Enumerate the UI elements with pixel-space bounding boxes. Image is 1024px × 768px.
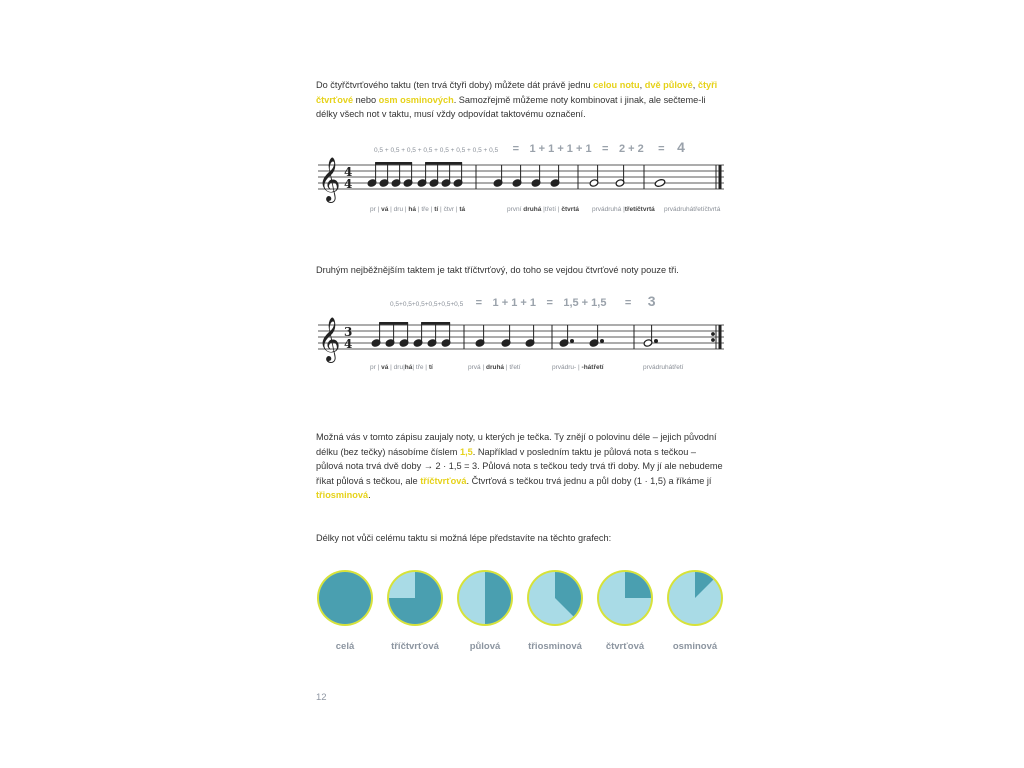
intro-text: Do čtyřčtvrťového taktu (ten trvá čtyři doby) můžete dát právě jednu xyxy=(316,80,594,90)
formula-eighths: 0,5 + 0,5 + 0,5 + 0,5 + 0,5 + 0,5 + 0,5 + 0,5 xyxy=(374,147,499,154)
staff-4-4 xyxy=(314,155,728,207)
syllable: pr xyxy=(370,206,376,213)
separator: | xyxy=(412,364,415,371)
highlight-three-quarter: tříčtvrťová xyxy=(420,475,467,486)
separator: | xyxy=(390,206,392,213)
pie-slice xyxy=(485,572,511,624)
syllable: prvá xyxy=(468,364,481,371)
equals-sign: = xyxy=(475,297,483,309)
intro-paragraph xyxy=(316,78,724,122)
highlight-half-notes: dvě půlové xyxy=(644,80,693,90)
syllable: -hátřetí xyxy=(581,364,604,371)
syllable: dru xyxy=(393,206,404,213)
syllable: prvádruhá xyxy=(592,206,622,213)
formula-3-4 xyxy=(390,293,656,311)
para-text: Možná vás v tomto zápisu zaujaly noty, u kterých je tečka. Ty znějí o polovinu déle – jejich původní délku (bez tečky) násobíme číslem xyxy=(316,432,717,457)
syllable: čtvrtá xyxy=(561,206,580,213)
staff-3-4 xyxy=(314,315,728,367)
syllable: pr xyxy=(370,364,376,371)
formula-eighths: 0,5+0,5+0,5+0,5+0,5+0,5 xyxy=(390,301,464,308)
separator: | xyxy=(403,364,405,371)
pie-label: celá xyxy=(335,641,355,652)
separator: | xyxy=(578,364,580,371)
formula-result: 4 xyxy=(677,139,685,155)
formula-quarters: 1 + 1 + 1 + 1 xyxy=(529,143,592,155)
pie-label: čtvrťová xyxy=(605,641,645,652)
repeat-dot xyxy=(712,333,715,336)
syllables-eighths-4-4 xyxy=(370,206,465,213)
syllable: vá xyxy=(381,206,389,213)
separator: | xyxy=(390,364,392,371)
paragraph-graphs-intro: Délky not vůči celému taktu si možná lépe představíte na těchto grafech: xyxy=(316,533,612,543)
time-signature-top: 4 xyxy=(344,165,353,179)
syllable: tí xyxy=(428,364,433,371)
equals-sign: = xyxy=(512,143,520,155)
whole-note xyxy=(654,178,665,187)
syllables-quarters-4-4: první druhá |třetí | čtvrtá xyxy=(507,206,580,213)
equals-sign: = xyxy=(624,297,632,309)
para-text: . Například v posledním taktu je půlová nota s tečkou – půlová nota trvá dvě doby → 2 · 1,5 = 3. Půlová nota s tečkou tedy trvá tři doby. My jí ale nebudeme říkat půlová s tečkou, ale xyxy=(316,446,723,486)
highlight-eighth-notes: osm osminových xyxy=(378,94,454,105)
intro-text: , xyxy=(692,80,698,90)
separator: | xyxy=(440,206,442,213)
syllable: druhá xyxy=(485,364,505,371)
equals-sign: = xyxy=(546,297,553,309)
pie-label: půlová xyxy=(469,641,501,652)
highlight-quarter-notes: čtyři čtvrťové xyxy=(316,80,718,105)
pie-label: třiosminová xyxy=(528,641,582,652)
repeat-dot xyxy=(712,339,715,342)
note-beam xyxy=(425,162,462,165)
intro-text: , xyxy=(639,80,645,90)
formula-quarters: 1 + 1 + 1 xyxy=(492,297,536,309)
separator: | xyxy=(377,364,380,371)
syllable: třetí xyxy=(509,364,521,371)
syllables-halves-4-4: prvádruhá |třetíčtvrtá xyxy=(592,206,655,213)
separator: | xyxy=(430,206,433,213)
equals-sign: = xyxy=(602,143,609,155)
note-beam xyxy=(379,322,408,325)
syllable: tá xyxy=(459,206,466,213)
note-beam xyxy=(375,162,412,165)
syllables-whole-4-4 xyxy=(664,206,720,213)
separator: | xyxy=(404,206,407,213)
syllable: vá xyxy=(381,364,389,371)
syllables-eighths-3-4 xyxy=(370,364,433,371)
formula-result: 3 xyxy=(647,293,656,309)
syllable: čtvr xyxy=(443,206,455,213)
syllable: tře xyxy=(421,206,429,213)
paragraph-dotted-notes xyxy=(316,430,724,503)
time-signature-bottom: 4 xyxy=(344,337,353,351)
syllable: druhá xyxy=(523,206,542,213)
formula-dotted: 1,5 + 1,5 xyxy=(563,297,607,309)
paragraph-three-four: Druhým nejběžnějším taktem je takt tříčtvrťový, do toho se vejdou čtvrťové noty pouze tři. xyxy=(316,265,679,275)
highlight-three-eighth: třiosminová xyxy=(316,490,369,500)
treble-clef-icon: 𝄞 xyxy=(318,157,341,201)
note-beam xyxy=(421,322,450,325)
pie-label: osminová xyxy=(672,641,718,652)
syllable: há xyxy=(408,206,416,213)
syllable: prvádru- xyxy=(552,364,577,371)
pie-charts xyxy=(310,565,730,633)
page-number: 12 xyxy=(316,692,327,703)
syllable: há xyxy=(404,364,413,371)
augmentation-dot xyxy=(601,340,604,343)
treble-clef-icon: 𝄞 xyxy=(318,317,341,361)
augmentation-dot xyxy=(571,340,574,343)
highlight-whole-note: celou notu xyxy=(593,80,640,90)
equals-sign: = xyxy=(658,143,665,155)
intro-text: . Samozřejmě můžeme noty kombinovat i jinak, ale sečteme-li délky všech not v taktu, musí vždy odpovídat taktovému označení. xyxy=(316,94,706,119)
time-signature-top: 3 xyxy=(344,325,353,339)
syllable: první xyxy=(507,206,522,213)
time-signature-bottom: 4 xyxy=(344,177,353,191)
separator: | xyxy=(425,364,427,371)
pie-slice xyxy=(319,572,371,624)
syllable: tře xyxy=(415,364,424,371)
pie-label: tříčtvrťová xyxy=(391,641,439,652)
syllable: třetí xyxy=(544,206,557,213)
syllable: prvádruhátřetí xyxy=(643,364,684,371)
syllables-quarters-3-4: prvá | druhá | třetí xyxy=(468,364,521,371)
formula-halves: 2 + 2 xyxy=(618,143,644,155)
pie-slice xyxy=(625,572,651,598)
intro-text: nebo xyxy=(353,94,379,105)
syllable: prvádruhátřetíčtvrtá xyxy=(664,206,721,213)
para-text: . xyxy=(368,490,371,500)
syllable: dru xyxy=(393,364,404,371)
highlight-multiplier: 1,5 xyxy=(460,446,473,457)
augmentation-dot xyxy=(655,340,658,343)
syllable: tí xyxy=(434,206,439,213)
separator: | xyxy=(417,206,420,213)
syllables-dotted-quarters-3-4 xyxy=(552,364,604,371)
syllables-dotted-half-3-4 xyxy=(643,364,683,371)
separator: | xyxy=(377,206,380,213)
syllable: třetíčtvrtá xyxy=(624,206,655,213)
para-text: . Čtvrťová s tečkou trvá jednu a půl doby (1 · 1,5) a říkáme jí xyxy=(466,475,712,486)
separator: | xyxy=(455,206,458,213)
